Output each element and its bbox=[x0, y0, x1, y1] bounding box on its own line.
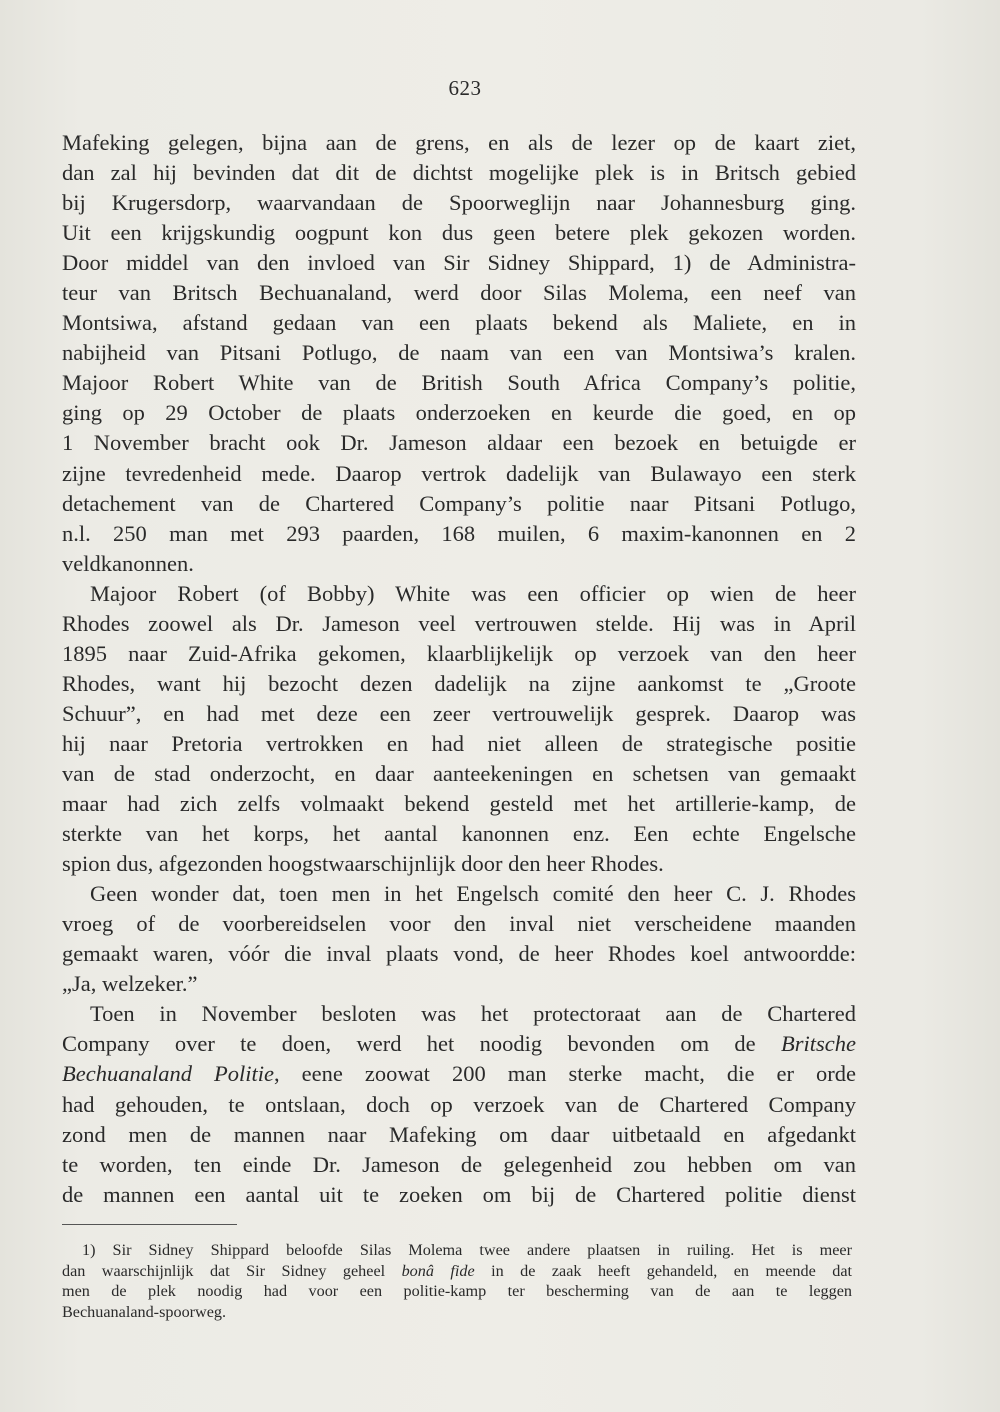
text-line: ging op 29 October de plaats onderzoeken en keurde die goed, en op bbox=[62, 400, 856, 426]
text-line: Mafeking gelegen, bijna aan de grens, en als de lezer op de kaart ziet, bbox=[62, 130, 856, 155]
text-line: Montsiwa, afstand gedaan van een plaats bekend als Maliete, en in bbox=[62, 310, 856, 336]
footnote-line: men de plek noodig had voor een politie-kamp ter bescherming van de aan te leggen bbox=[62, 1282, 852, 1300]
text-line: gemaakt waren, vóór die inval plaats vond, de heer Rhodes koel antwoordde: bbox=[62, 941, 856, 967]
text-line: Uit een krijgskundig oogpunt kon dus geen betere plek gekozen worden. bbox=[62, 220, 856, 246]
text-line: maar had zich zelfs volmaakt bekend gesteld met het artillerie-kamp, de bbox=[62, 791, 856, 817]
footnotes bbox=[62, 1240, 852, 1322]
text-line: te worden, ten einde Dr. Jameson de gelegenheid zou hebben om van bbox=[62, 1151, 856, 1177]
text-line: teur van Britsch Bechuanaland, werd door Silas Molema, een neef van bbox=[62, 280, 856, 306]
text-line: Bechuanaland Politie, eene zoowat 200 man sterke macht, die er orde bbox=[62, 1061, 856, 1087]
text-line: Rhodes, want hij bezocht dezen dadelijk na zijne aankomst te „Groote bbox=[62, 670, 856, 696]
text-line: detachement van de Chartered Company’s politie naar Pitsani Potlugo, bbox=[62, 490, 856, 516]
footnote-line: Bechuanaland-spoorweg. bbox=[62, 1302, 227, 1321]
text-line: sterkte van het korps, het aantal kanonnen enz. Een echte Engelsche bbox=[62, 821, 856, 847]
footnote-line: 1) Sir Sidney Shippard beloofde Silas Molema twee andere plaatsen in ruiling. Het is meer bbox=[82, 1241, 852, 1259]
text-line: zond men de mannen naar Mafeking om daar uitbetaald en afgedankt bbox=[62, 1121, 856, 1147]
text-line: vroeg of de voorbereidselen voor den inval niet verscheidene maanden bbox=[62, 911, 856, 937]
footnote-divider bbox=[62, 1224, 237, 1225]
text-line: zijne tevredenheid mede. Daarop vertrok dadelijk van Bulawayo een sterk bbox=[62, 460, 856, 486]
text-line: Geen wonder dat, toen men in het Engelsch comité den heer C. J. Rhodes bbox=[90, 881, 856, 907]
text-line: Schuur”, en had met deze een zeer vertrouwelijk gesprek. Daarop was bbox=[62, 700, 856, 726]
text-line: spion dus, afgezonden hoogstwaarschijnlijk door den heer Rhodes. bbox=[62, 851, 664, 877]
text-line: Door middel van den invloed van Sir Sidney Shippard, 1) de Administra- bbox=[62, 250, 856, 276]
text-line: nabijheid van Pitsani Potlugo, de naam van een van Montsiwa’s kralen. bbox=[62, 340, 856, 366]
footnote-line: dan waarschijnlijk dat Sir Sidney geheel bonâ fide in de zaak heeft gehandeld, en meende dat bbox=[62, 1261, 852, 1280]
text-line: 1 November bracht ook Dr. Jameson aldaar een bezoek en betuigde er bbox=[62, 430, 856, 456]
text-line: dan zal hij bevinden dat dit de dichtst mogelijke plek is in Britsch gebied bbox=[62, 160, 856, 186]
text-line: Company over te doen, werd het noodig bevonden om de Britsche bbox=[62, 1031, 856, 1057]
text-line: had gehouden, te ontslaan, doch op verzoek van de Chartered Company bbox=[62, 1091, 856, 1117]
text-line: „Ja, welzeker.” bbox=[62, 971, 198, 997]
text-line: van de stad onderzocht, en daar aanteekeningen en schetsen van gemaakt bbox=[62, 760, 856, 786]
page-number: 623 bbox=[448, 76, 482, 100]
text-line: Majoor Robert (of Bobby) White was een officier op wien de heer bbox=[90, 580, 856, 606]
text-line: bij Krugersdorp, waarvandaan de Spoorweglijn naar Johannesburg ging. bbox=[62, 190, 856, 216]
text-line: 1895 naar Zuid-Afrika gekomen, klaarblijkelijk op verzoek van den heer bbox=[62, 640, 856, 666]
text-line: hij naar Pretoria vertrokken en had niet alleen de strategische positie bbox=[62, 730, 856, 756]
text-line: de mannen een aantal uit te zoeken om bij de Chartered politie dienst bbox=[62, 1181, 856, 1207]
text-line: n.l. 250 man met 293 paarden, 168 muilen, 6 maxim-kanonnen en 2 bbox=[62, 520, 856, 546]
text-line: veldkanonnen. bbox=[62, 550, 194, 576]
text-line: Majoor Robert White van de British South Africa Company’s politie, bbox=[62, 370, 856, 396]
text-line: Toen in November besloten was het protectoraat aan de Chartered bbox=[90, 1001, 856, 1027]
body-text bbox=[62, 128, 856, 1210]
text-line: Rhodes zoowel als Dr. Jameson veel vertrouwen stelde. Hij was in April bbox=[62, 610, 856, 636]
